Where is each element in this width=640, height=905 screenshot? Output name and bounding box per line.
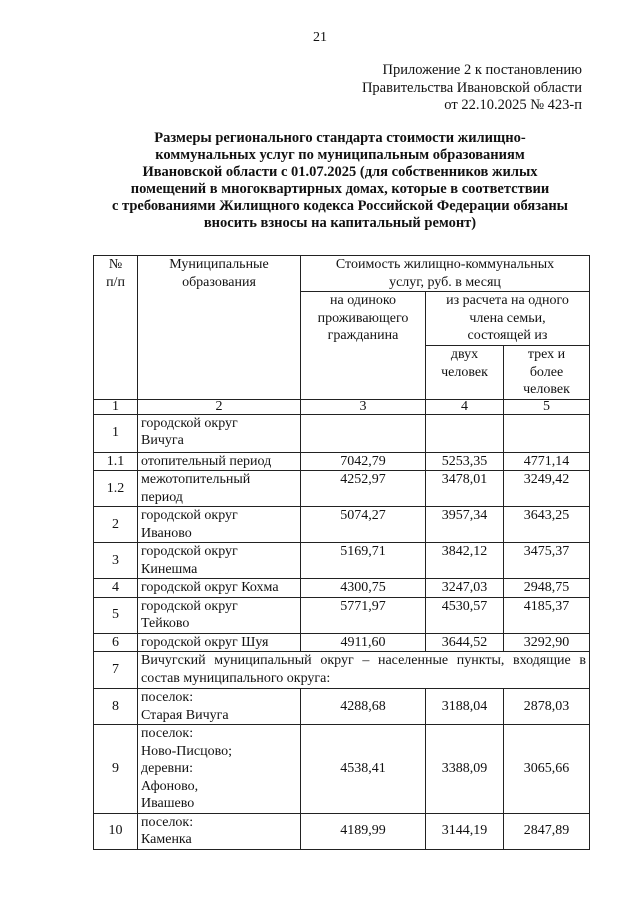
row-number: 8	[94, 689, 138, 725]
municipality-name: городской округ Шуя	[138, 633, 301, 652]
table-row	[94, 471, 590, 507]
column-number: 5	[504, 399, 590, 414]
cost-value-v1: 4911,60	[301, 633, 426, 652]
title-line: Размеры регионального стандарта стоимости жилищно-	[154, 130, 526, 146]
cost-value-v2: 3144,19	[426, 813, 504, 849]
municipality-name: поселок: Каменка	[138, 813, 301, 849]
header-cost: Стоимость жилищно-коммунальных услуг, руб. в месяц	[301, 256, 590, 292]
cost-value-v1: 5074,27	[301, 507, 426, 543]
row-number: 2	[94, 507, 138, 543]
row-number: 1.2	[94, 471, 138, 507]
municipality-name: межотопительный период	[138, 471, 301, 507]
header-single: на одиноко проживающего гражданина	[301, 292, 426, 400]
table-row	[94, 414, 590, 452]
cost-value-v1	[301, 414, 426, 452]
row-number: 9	[94, 725, 138, 814]
municipality-name: городской округ Кохма	[138, 579, 301, 598]
municipality-group: Вичугский муниципальный округ – населенные пункты, входящие в состав муниципального округа:	[138, 652, 590, 689]
cost-value-v2: 3247,03	[426, 579, 504, 598]
cost-value-v1: 4252,97	[301, 471, 426, 507]
cost-value-v3: 3065,66	[504, 725, 590, 814]
title-line: с требованиями Жилищного кодекса Российской Федерации обязаны	[111, 198, 569, 214]
table-row	[94, 633, 590, 652]
cost-value-v3: 3643,25	[504, 507, 590, 543]
table-row	[94, 725, 590, 814]
appendix-line: от 22.10.2025 № 423-п	[444, 97, 582, 113]
cost-value-v2	[426, 414, 504, 452]
appendix-line: Правительства Ивановской области	[361, 79, 582, 96]
row-number: 1	[94, 414, 138, 452]
row-number: 1.1	[94, 452, 138, 471]
cost-value-v3: 2847,89	[504, 813, 590, 849]
cost-value-v1: 7042,79	[301, 452, 426, 471]
column-number: 2	[138, 399, 301, 414]
column-number: 3	[301, 399, 426, 414]
header-three: трех и более человек	[504, 346, 590, 400]
table-row	[94, 813, 590, 849]
cost-value-v3: 4185,37	[504, 597, 590, 633]
column-number: 1	[94, 399, 138, 414]
title-line: коммунальных услуг по муниципальным образованиям	[155, 147, 525, 163]
cost-value-v3: 3249,42	[504, 471, 590, 507]
table-row	[94, 507, 590, 543]
municipality-name: городской округ Тейково	[138, 597, 301, 633]
cost-value-v2: 3842,12	[426, 543, 504, 579]
table-row	[94, 652, 590, 689]
cost-value-v1: 4300,75	[301, 579, 426, 598]
table-row	[94, 597, 590, 633]
municipality-name: отопительный период	[138, 452, 301, 471]
cost-value-v3: 3475,37	[504, 543, 590, 579]
cost-value-v2: 3644,52	[426, 633, 504, 652]
header-family: из расчета на одного члена семьи, состоящей из	[426, 292, 590, 346]
title-line: Ивановской области с 01.07.2025 (для собственников жилых	[142, 164, 538, 180]
cost-value-v3: 2878,03	[504, 689, 590, 725]
cost-value-v2: 5253,35	[426, 452, 504, 471]
row-number: 10	[94, 813, 138, 849]
cost-value-v1: 4538,41	[301, 725, 426, 814]
cost-value-v2: 3957,34	[426, 507, 504, 543]
row-number: 3	[94, 543, 138, 579]
table-row	[94, 543, 590, 579]
appendix-reference	[362, 62, 582, 115]
header-municipality: Муниципальные образования	[138, 256, 301, 400]
municipality-name: поселок: Ново-Писцово; деревни: Афоново, Ивашево	[138, 725, 301, 814]
municipality-name: поселок: Старая Вичуга	[138, 689, 301, 725]
header-num: № п/п	[94, 256, 138, 400]
cost-value-v2: 3188,04	[426, 689, 504, 725]
municipality-name: городской округ Вичуга	[138, 414, 301, 452]
cost-value-v2: 3388,09	[426, 725, 504, 814]
municipality-name: городской округ Иваново	[138, 507, 301, 543]
column-number-row	[94, 399, 590, 414]
table-row	[94, 452, 590, 471]
cost-value-v2: 4530,57	[426, 597, 504, 633]
table-row	[94, 579, 590, 598]
cost-value-v3	[504, 414, 590, 452]
row-number: 4	[94, 579, 138, 598]
title-line: вносить взносы на капитальный ремонт)	[203, 215, 477, 231]
row-number: 7	[94, 652, 138, 689]
appendix-line: Приложение 2 к постановлению	[382, 62, 582, 78]
cost-value-v1: 5771,97	[301, 597, 426, 633]
header-two: двух человек	[426, 346, 504, 400]
cost-value-v3: 3292,90	[504, 633, 590, 652]
title-line: помещений в многоквартирных домах, которые в соответствии	[130, 181, 550, 197]
cost-value-v3: 4771,14	[504, 452, 590, 471]
cost-table	[93, 255, 590, 850]
page-number: 21	[313, 30, 327, 45]
cost-value-v2: 3478,01	[426, 471, 504, 507]
column-number: 4	[426, 399, 504, 414]
row-number: 5	[94, 597, 138, 633]
cost-value-v1: 4288,68	[301, 689, 426, 725]
table-row	[94, 689, 590, 725]
cost-value-v1: 4189,99	[301, 813, 426, 849]
municipality-name: городской округ Кинешма	[138, 543, 301, 579]
cost-value-v3: 2948,75	[504, 579, 590, 598]
row-number: 6	[94, 633, 138, 652]
document-title	[90, 130, 590, 232]
cost-value-v1: 5169,71	[301, 543, 426, 579]
